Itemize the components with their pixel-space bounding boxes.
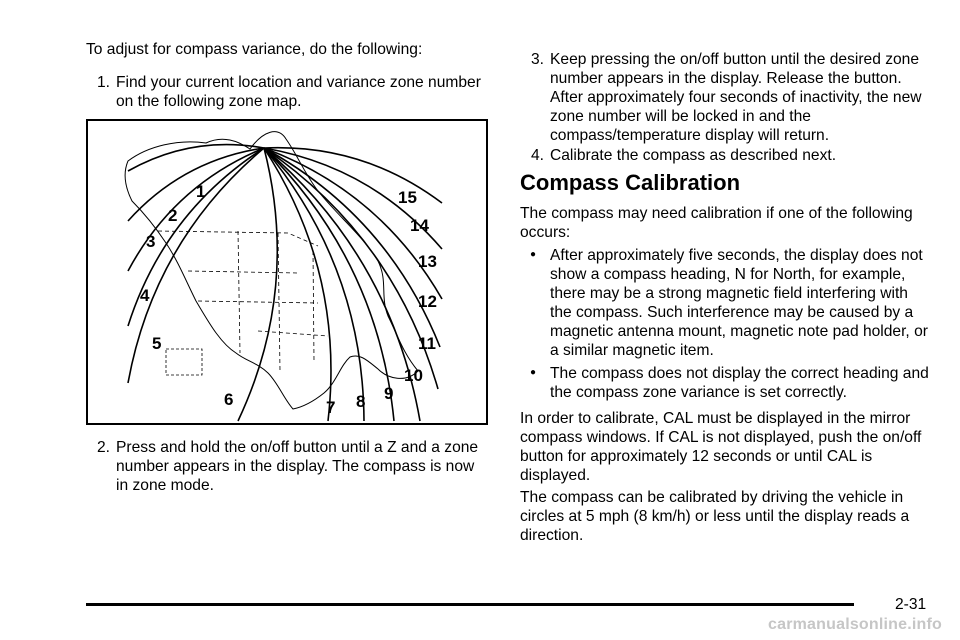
zone-boundary-line — [238, 148, 277, 421]
zone-label-13: 13 — [418, 252, 437, 271]
map-borders — [158, 231, 328, 371]
step-1 — [86, 73, 488, 111]
bullet-dot-icon: ● — [530, 249, 537, 260]
step-3-number: 3. — [531, 51, 545, 68]
step-3-text: Keep pressing the on/off button until the desired zone number appears in the display. Release the button. After approximately four seconds of inactivity, the new zone number will be locked in and the compass/temperature display will return. — [550, 51, 922, 144]
calibration-driving-paragraph: The compass can be calibrated by driving the vehicle in circles at 5 mph (8 km/h) or less until the display reads a direction. — [520, 489, 910, 544]
zone-label-3: 3 — [146, 232, 156, 251]
bullet-dot-icon: ● — [530, 367, 537, 378]
section-heading: Compass Calibration — [520, 170, 741, 195]
step-2 — [86, 438, 488, 495]
zone-label-8: 8 — [356, 392, 366, 411]
zone-label-1: 1 — [196, 182, 206, 201]
variance-zone-lines — [128, 145, 442, 421]
step-2-number: 2. — [97, 439, 111, 456]
zone-label-4: 4 — [140, 286, 150, 305]
zone-label-9: 9 — [384, 384, 394, 403]
hawaii-inset — [166, 349, 202, 375]
intro-text: To adjust for compass variance, do the following: — [86, 41, 423, 58]
calibration-intro: The compass may need calibration if one of the following occurs: — [520, 205, 913, 241]
step-1-number: 1. — [97, 74, 111, 91]
step-1-text: Find your current location and variance zone number on the following zone map. — [116, 74, 481, 110]
zone-label-2: 2 — [168, 206, 178, 225]
step-4-text: Calibrate the compass as described next. — [550, 147, 837, 164]
step-4 — [520, 146, 930, 165]
zone-label-15: 15 — [398, 188, 417, 207]
step-3 — [520, 50, 930, 145]
zone-number-labels — [140, 182, 437, 417]
zone-map-graphic — [88, 121, 486, 423]
step-4-number: 4. — [531, 147, 545, 164]
zone-label-6: 6 — [224, 390, 234, 409]
zone-label-7: 7 — [326, 398, 336, 417]
bullet-1-text: After approximately five seconds, the display does not show a compass heading, N for North, for example, there may be a strong magnetic field interfering with the compass. Such interference may be caused by a magnetic antenna mount, magnetic note pad holder, or a similar magnetic item. — [550, 247, 928, 359]
bullet-item-1 — [520, 246, 930, 360]
zone-label-12: 12 — [418, 292, 437, 311]
zone-label-10: 10 — [404, 366, 423, 385]
map-coastline — [125, 132, 418, 409]
watermark: carmanualsonline.info — [768, 616, 943, 633]
bullet-item-2 — [520, 364, 930, 402]
page-number: 2-31 — [895, 596, 927, 613]
footer-rule — [86, 603, 854, 606]
calibration-cal-paragraph: In order to calibrate, CAL must be displayed in the mirror compass windows. If CAL is not displayed, push the on/off button for approximately 12 seconds or until CAL is displayed. — [520, 410, 922, 484]
zone-label-14: 14 — [410, 216, 429, 235]
zone-label-11: 11 — [418, 334, 436, 353]
bullet-2-text: The compass does not display the correct heading and the compass zone variance is set correctly. — [550, 365, 929, 401]
zone-label-5: 5 — [152, 334, 162, 353]
step-2-text: Press and hold the on/off button until a Z and a zone number appears in the display. The compass is now in zone mode. — [116, 439, 479, 494]
zone-map — [86, 119, 488, 425]
